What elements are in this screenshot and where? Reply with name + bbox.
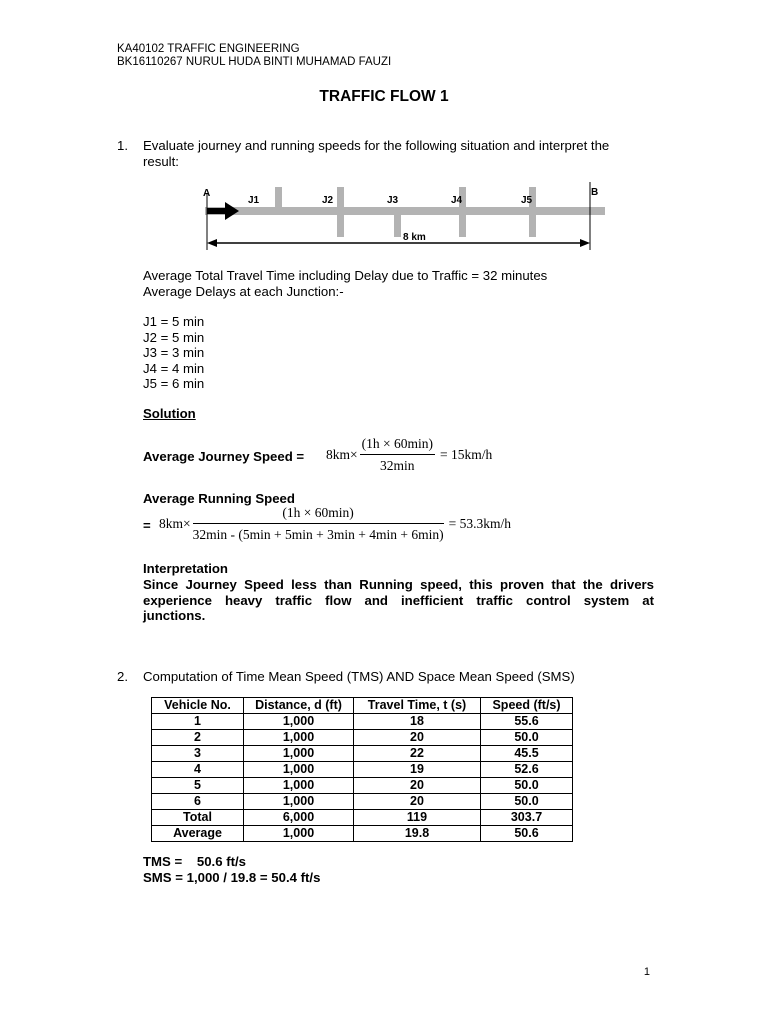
junction-label-j4: J4 (451, 195, 463, 206)
running-numerator: (1h × 60min) (193, 505, 444, 524)
table-cell: 45.5 (481, 746, 573, 762)
table-row (152, 778, 573, 794)
distance-arrow-left (207, 239, 217, 247)
delay-j4: J4 = 4 min (143, 361, 205, 376)
journey-fraction (360, 436, 435, 474)
table-cell: 50.0 (481, 794, 573, 810)
table-row (152, 810, 573, 826)
q1-text-line2: result: (143, 154, 179, 169)
journey-result: = 15km/h (439, 447, 493, 462)
table-cell: 18 (354, 714, 481, 730)
junction-label-j2: J2 (322, 195, 334, 206)
direction-arrow-shaft (207, 208, 227, 214)
delay-j5: J5 = 6 min (143, 376, 205, 391)
table-cell: 6,000 (244, 810, 354, 826)
table-cell: 1,000 (244, 730, 354, 746)
page-number: 1 (643, 966, 650, 978)
running-speed-label: Average Running Speed (143, 491, 295, 506)
table-row (152, 826, 573, 842)
table-cell: Total (152, 810, 244, 826)
distance-label: 8 km (403, 232, 426, 243)
table-cell: 3 (152, 746, 244, 762)
table-cell: Average (152, 826, 244, 842)
journey-speed-label: Average Journey Speed = (143, 449, 305, 464)
table-header-row (152, 698, 573, 714)
junction-label-j1: J1 (248, 195, 260, 206)
table-row (152, 714, 573, 730)
tms-result: TMS = 50.6 ft/s (143, 854, 246, 869)
solution-heading: Solution (143, 406, 196, 421)
table-cell: 50.0 (481, 778, 573, 794)
page-title: TRAFFIC FLOW 1 (319, 88, 449, 105)
q1-text-line1: Evaluate journey and running speeds for the following situation and interpret the (143, 138, 610, 153)
sms-result: SMS = 1,000 / 19.8 = 50.4 ft/s (143, 870, 321, 885)
table-cell: 1,000 (244, 762, 354, 778)
table-header-cell: Vehicle No. (152, 698, 244, 714)
distance-arrow-right (580, 239, 590, 247)
running-result: = 53.3km/h (448, 516, 511, 531)
table-cell: 6 (152, 794, 244, 810)
table-cell: 50.6 (481, 826, 573, 842)
table-row (152, 762, 573, 778)
table-header-cell: Travel Time, t (s) (354, 698, 481, 714)
table-row (152, 746, 573, 762)
junction-road-j3 (394, 211, 401, 237)
table-cell: 19.8 (354, 826, 481, 842)
running-lead: 8km× (159, 516, 191, 531)
table-cell: 119 (354, 810, 481, 826)
journey-numerator: (1h × 60min) (360, 436, 435, 455)
delay-j2: J2 = 5 min (143, 330, 205, 345)
speed-table (151, 697, 573, 842)
table-cell: 50.0 (481, 730, 573, 746)
q1-given-delays-heading: Average Delays at each Junction:- (143, 284, 344, 299)
junction-road-j1 (275, 187, 282, 211)
table-cell: 20 (354, 778, 481, 794)
table-cell: 19 (354, 762, 481, 778)
q2-text: Computation of Time Mean Speed (TMS) AND Space Mean Speed (SMS) (143, 669, 575, 684)
interpretation-line-3: junctions. (143, 608, 206, 623)
header-course: KA40102 TRAFFIC ENGINEERING (117, 43, 300, 55)
table-cell: 1,000 (244, 794, 354, 810)
running-denominator: 32min - (5min + 5min + 3min + 4min + 6min) (192, 527, 444, 542)
table-cell: 2 (152, 730, 244, 746)
direction-arrow-head (225, 202, 239, 220)
table-row (152, 794, 573, 810)
journey-speed-equation (326, 436, 492, 474)
junction-label-j3: J3 (387, 195, 399, 206)
speed-table-container (151, 697, 573, 842)
q1-given-total-time: Average Total Travel Time including Delay due to Traffic = 32 minutes (143, 268, 548, 283)
q2-number: 2. (117, 669, 128, 684)
table-cell: 20 (354, 730, 481, 746)
point-b-label: B (591, 187, 599, 198)
running-fraction (193, 505, 444, 543)
point-a-label: A (203, 188, 211, 199)
running-speed-equation (159, 505, 511, 543)
table-cell: 52.6 (481, 762, 573, 778)
table-cell: 1,000 (244, 778, 354, 794)
road-diagram (195, 180, 615, 254)
running-speed-eq-sign: = (143, 518, 151, 533)
table-cell: 1,000 (244, 826, 354, 842)
interpretation-line-1: Since Journey Speed less than Running speed, this proven that the drivers (143, 577, 654, 592)
junction-road-j2 (337, 187, 344, 237)
main-road (205, 207, 605, 215)
table-cell: 1,000 (244, 746, 354, 762)
table-cell: 20 (354, 794, 481, 810)
junction-label-j5: J5 (521, 195, 533, 206)
table-header-cell: Speed (ft/s) (481, 698, 573, 714)
header-student: BK16110267 NURUL HUDA BINTI MUHAMAD FAUZI (117, 56, 392, 68)
interpretation-line-2: experience heavy traffic flow and inefficient traffic control system at (143, 593, 654, 608)
table-cell: 5 (152, 778, 244, 794)
journey-lead: 8km× (326, 447, 358, 462)
q1-number: 1. (117, 138, 128, 153)
table-cell: 22 (354, 746, 481, 762)
journey-denominator: 32min (380, 458, 415, 473)
delay-j1: J1 = 5 min (143, 314, 205, 329)
table-cell: 1 (152, 714, 244, 730)
interpretation-heading: Interpretation (143, 561, 228, 576)
table-cell: 303.7 (481, 810, 573, 826)
table-header-cell: Distance, d (ft) (244, 698, 354, 714)
table-cell: 4 (152, 762, 244, 778)
delay-j3: J3 = 3 min (143, 345, 205, 360)
table-cell: 1,000 (244, 714, 354, 730)
table-cell: 55.6 (481, 714, 573, 730)
table-row (152, 730, 573, 746)
